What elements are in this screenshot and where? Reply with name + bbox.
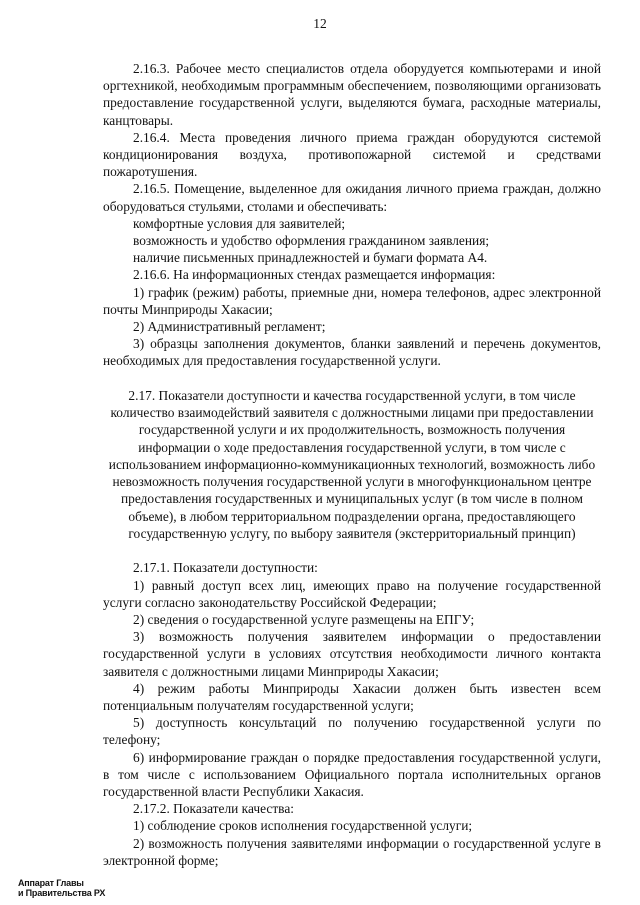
paragraph-2-16-4: 2.16.4. Места проведения личного приема граждан оборудуются системой кондиционирования воздуха, противопожарной системой и средствами пожаротушения. xyxy=(103,129,601,180)
footer-line-1: Аппарат Главы xyxy=(18,878,84,888)
paragraph-2-16-3: 2.16.3. Рабочее место специалистов отдела оборудуется компьютерами и иной оргтехникой, необходимым программным обеспечением, позволяющими организовать предоставление государственной услуги, выделяются бумага, расходные материалы, канцтовары. xyxy=(103,61,601,128)
list-item: 1) равный доступ всех лиц, имеющих право на получение государственной услуги согласно законодательству Российской Федерации; xyxy=(103,577,601,610)
section-heading-2-17: 2.17. Показатели доступности и качества государственной услуги, в том числе количество взаимодействий заявителя с должностными лицами при предоставлении государственной услуги и их продолжительность, возможность получения информации о ходе предоставления государственной услуги, в том числе с использованием информационно-коммуникационных технологий, возможность либо невозможность получения государственной услуги в многофункциональном центре предоставления государственных и муниципальных услуг (в том числе в полном объеме), в любом территориальном подразделении органа, предоставляющего государственную услугу, по выбору заявителя (экстерриториальный принцип) xyxy=(108,387,596,542)
list-item: возможность и удобство оформления гражданином заявления; xyxy=(133,233,490,249)
list-item: 2) Административный регламент; xyxy=(133,319,326,335)
list-item: 2) возможность получения заявителями информации о государственной услуге в электронной форме; xyxy=(103,835,601,868)
list-item: наличие письменных принадлежностей и бумаги формата А4. xyxy=(133,250,488,266)
list-item: 1) график (режим) работы, приемные дни, номера телефонов, адрес электронной почты Минприроды Хакасии; xyxy=(103,284,601,317)
paragraph-2-16-6: 2.16.6. На информационных стендах размещается информация: xyxy=(133,267,496,283)
list-item: 1) соблюдение сроков исполнения государственной услуги; xyxy=(133,818,473,834)
list-item: 3) возможность получения заявителем информации о предоставлении государственной услуги в условиях отсутствия необходимости личного контакта заявителя с должностными лицами Минприроды Хакасии; xyxy=(103,629,601,679)
list-item: 2) сведения о государственной услуге размещены на ЕПГУ; xyxy=(133,611,475,627)
list-item: 4) режим работы Минприроды Хакасии должен быть известен всем потенциальным получателям государственной услуги; xyxy=(103,680,601,713)
paragraph-2-17-1: 2.17.1. Показатели доступности: xyxy=(133,560,318,576)
footer-stamp xyxy=(18,878,105,898)
page-number: 12 xyxy=(313,16,327,31)
list-item: 3) образцы заполнения документов, бланки заявлений и перечень документов, необходимых для предоставления государственной услуги. xyxy=(103,336,601,369)
paragraph-2-17-2: 2.17.2. Показатели качества: xyxy=(133,801,294,817)
paragraph-2-16-5: 2.16.5. Помещение, выделенное для ожидания личного приема граждан, должно оборудоваться стульями, столами и обеспечивать: xyxy=(103,181,601,214)
footer-line-2: и Правительства РХ xyxy=(18,888,106,898)
list-item: 6) информирование граждан о порядке предоставления государственной услуги, в том числе с использованием Официального портала исполнительных органов государственной власти Республики Хакасия. xyxy=(103,749,601,799)
list-item: комфортные условия для заявителей; xyxy=(133,215,346,231)
list-item: 5) доступность консультаций по получению государственной услуги по телефону; xyxy=(103,715,601,748)
document-body xyxy=(103,60,601,869)
